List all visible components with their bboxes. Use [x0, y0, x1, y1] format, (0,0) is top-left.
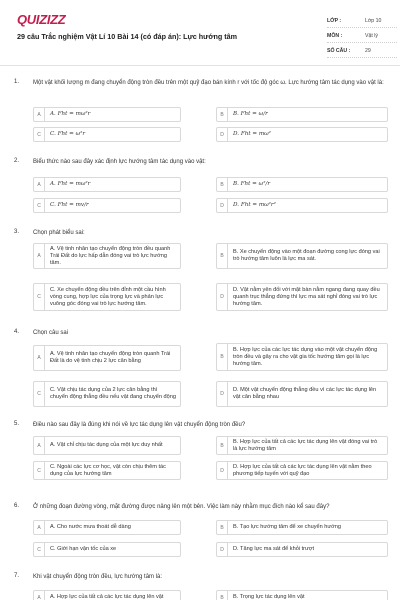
option-a[interactable] — [33, 520, 181, 535]
question-number: 3. — [14, 229, 20, 235]
meta-key: LỚP : — [327, 18, 342, 24]
option-text: A. Cho nước mưa thoát dễ dàng — [50, 524, 131, 530]
question-1 — [0, 79, 400, 149]
option-text: A. Fht = mω²r — [50, 181, 91, 187]
option-a[interactable] — [33, 243, 181, 269]
document-title: 29 câu Trắc nghiệm Vật Lí 10 Bài 14 (có đáp án): Lực hướng tâm — [17, 32, 238, 41]
option-letter: C — [34, 284, 45, 310]
option-text: C. Xe chuyển động đều trên đỉnh một cầu hình vòng cung, hợp lực của trọng lực và phản lực vuông góc đóng vai trò lực hướng tâm. — [50, 286, 166, 307]
option-text: C. Ngoài các lực cơ học, vật còn chịu thêm tác dụng của lực hướng tâm — [50, 463, 166, 477]
option-letter: A — [34, 346, 45, 370]
option-text: B. Xe chuyển động vào một đoạn đường cong lực đóng vai trò hướng tâm luôn là lực ma sát. — [233, 249, 380, 262]
question-number: 1. — [14, 79, 20, 85]
question-text: Một vật khối lượng m đang chuyển động tròn đều trên một quỹ đạo bán kính r với tốc độ góc ω. Lực hướng tâm tác dụng vào vật là: — [33, 80, 384, 86]
option-a[interactable] — [33, 177, 181, 192]
option-text: C. Vật chịu tác dụng của 2 lực cân bằng thì chuyển động thẳng đều nếu vật đang chuyển động — [50, 387, 176, 400]
question-text: Điều nào sau đây là đúng khi nói về lực tác dụng lên vật chuyển động tròn đều? — [33, 422, 246, 428]
option-letter: B — [217, 591, 228, 600]
option-letter: A — [34, 244, 45, 268]
option-text: C. Giới hạn vận tốc của xe — [50, 546, 117, 552]
option-d[interactable] — [216, 198, 388, 213]
question-text: Chọn phát biểu sai: — [33, 230, 85, 236]
option-c[interactable] — [33, 542, 181, 557]
question-number: 4. — [14, 329, 20, 335]
option-letter: D — [217, 284, 228, 310]
meta-row-subject — [327, 30, 397, 43]
question-text: Ở những đoạn đường vòng, mặt đường được nâng lên một bên. Việc làm này nhằm mục đích nào kể sau đây? — [33, 504, 330, 510]
meta-value: 29 — [365, 48, 371, 54]
option-letter: D — [217, 128, 228, 141]
option-b[interactable] — [216, 436, 388, 455]
meta-value: Lớp 10 — [365, 18, 382, 24]
option-a[interactable] — [33, 590, 181, 600]
option-d[interactable] — [216, 461, 388, 480]
option-b[interactable] — [216, 107, 388, 122]
option-text: A. Vật chỉ chịu tác dụng của một lực duy nhất — [50, 442, 163, 448]
option-letter: B — [217, 521, 228, 534]
option-c[interactable] — [33, 127, 181, 142]
question-number: 7. — [14, 573, 20, 579]
question-number: 6. — [14, 503, 20, 509]
option-text: D. Fht = mω²r² — [233, 202, 276, 208]
option-letter: A — [34, 108, 45, 121]
option-b[interactable] — [216, 520, 388, 535]
option-a[interactable] — [33, 345, 181, 371]
option-letter: C — [34, 199, 45, 212]
option-text: A. Vệ tinh nhân tạo chuyển động tròn quanh Trái Đất là do vệ tinh chịu 2 lực cân bằng — [50, 351, 171, 364]
option-b[interactable] — [216, 590, 388, 600]
option-letter: A — [34, 591, 45, 600]
option-text: A. Fht = mω²r — [50, 111, 91, 117]
option-text: B. Fht = ω²/r — [233, 181, 271, 187]
question-2 — [0, 158, 400, 220]
question-7 — [0, 573, 400, 600]
option-letter: B — [217, 344, 228, 370]
option-text: B. Trọng lực tác dụng lên vật — [233, 594, 305, 600]
option-d[interactable] — [216, 542, 388, 557]
option-letter: A — [34, 521, 45, 534]
question-number: 5. — [14, 421, 20, 427]
question-5 — [0, 421, 400, 493]
option-b[interactable] — [216, 177, 388, 192]
option-d[interactable] — [216, 283, 388, 311]
question-text: Khi vật chuyển động tròn đều, lực hướng tâm là: — [33, 574, 163, 580]
option-letter: C — [34, 462, 45, 479]
option-letter: B — [217, 437, 228, 454]
option-letter: B — [217, 244, 228, 268]
option-c[interactable] — [33, 283, 181, 311]
question-6 — [0, 503, 400, 563]
option-text: D. Vật nằm yên đối với mặt bàn nằm ngang đang quay đều quanh trục thẳng đứng thì lực ma sát nghỉ đóng vai trò lực hướng tâm. — [233, 286, 380, 307]
meta-info — [327, 15, 397, 60]
question-3 — [0, 229, 400, 321]
option-text: C. Fht = ω²r — [50, 131, 86, 137]
option-text: D. Tăng lực ma sát để khỏi trượt — [233, 546, 315, 552]
option-a[interactable] — [33, 107, 181, 122]
option-text: D. Một vật chuyển động thẳng đều vì các lực tác dụng lên vật cân bằng nhau — [233, 387, 377, 400]
meta-key: MÔN : — [327, 33, 343, 39]
document-header — [0, 0, 400, 66]
option-text: B. Hợp lực của các lực tác dụng vào một vật chuyển động tròn đều và gây ra cho vật gia tốc hướng tâm gọi là lực hướng tâm. — [233, 346, 378, 367]
option-text: D. Hợp lực của tất cả các lực tác dụng lên vật nằm theo phương tiếp tuyến với quỹ đạo — [233, 463, 372, 477]
option-d[interactable] — [216, 127, 388, 142]
option-letter: D — [217, 199, 228, 212]
option-text: D. Fht = mω² — [233, 131, 271, 137]
question-text: Chọn câu sai — [33, 330, 69, 336]
option-letter: D — [217, 543, 228, 556]
option-d[interactable] — [216, 381, 388, 407]
option-text: A. Hợp lực của tất cả các lực tác dụng lên vật — [50, 594, 164, 600]
option-c[interactable] — [33, 198, 181, 213]
option-c[interactable] — [33, 461, 181, 480]
option-letter: A — [34, 437, 45, 454]
option-text: B. Tạo lực hướng tâm để xe chuyển hướng — [233, 524, 342, 530]
option-b[interactable] — [216, 343, 388, 371]
quizizz-logo[interactable]: QUIZIZZ — [17, 12, 66, 27]
option-letter: B — [217, 108, 228, 121]
option-text: A. Vệ tinh nhân tạo chuyển động tròn đều quanh Trái Đất do lực hấp dẫn đóng vai trò lực hướng tâm. — [50, 245, 171, 266]
option-letter: C — [34, 382, 45, 406]
meta-value: Vật lý — [365, 33, 378, 39]
option-letter: C — [34, 128, 45, 141]
question-number: 2. — [14, 158, 20, 164]
option-text: B. Hợp lực của tất cả các lực tác dụng lên vật đóng vai trò là lực hướng tâm — [233, 438, 378, 452]
meta-row-class — [327, 15, 397, 28]
question-text: Biểu thức nào sau đây xác định lực hướng tâm tác dụng vào vật: — [33, 159, 206, 165]
meta-key: SỐ CÂU : — [327, 48, 351, 54]
option-letter: D — [217, 382, 228, 406]
option-text: B. Fht = ω/r — [233, 111, 268, 117]
option-letter: C — [34, 543, 45, 556]
option-letter: D — [217, 462, 228, 479]
option-b[interactable] — [216, 243, 388, 269]
option-c[interactable] — [33, 381, 181, 407]
question-4 — [0, 329, 400, 413]
option-letter: A — [34, 178, 45, 191]
option-text: C. Fht = mv/r — [50, 202, 89, 208]
option-letter: B — [217, 178, 228, 191]
meta-row-count — [327, 45, 397, 58]
option-a[interactable] — [33, 436, 181, 455]
